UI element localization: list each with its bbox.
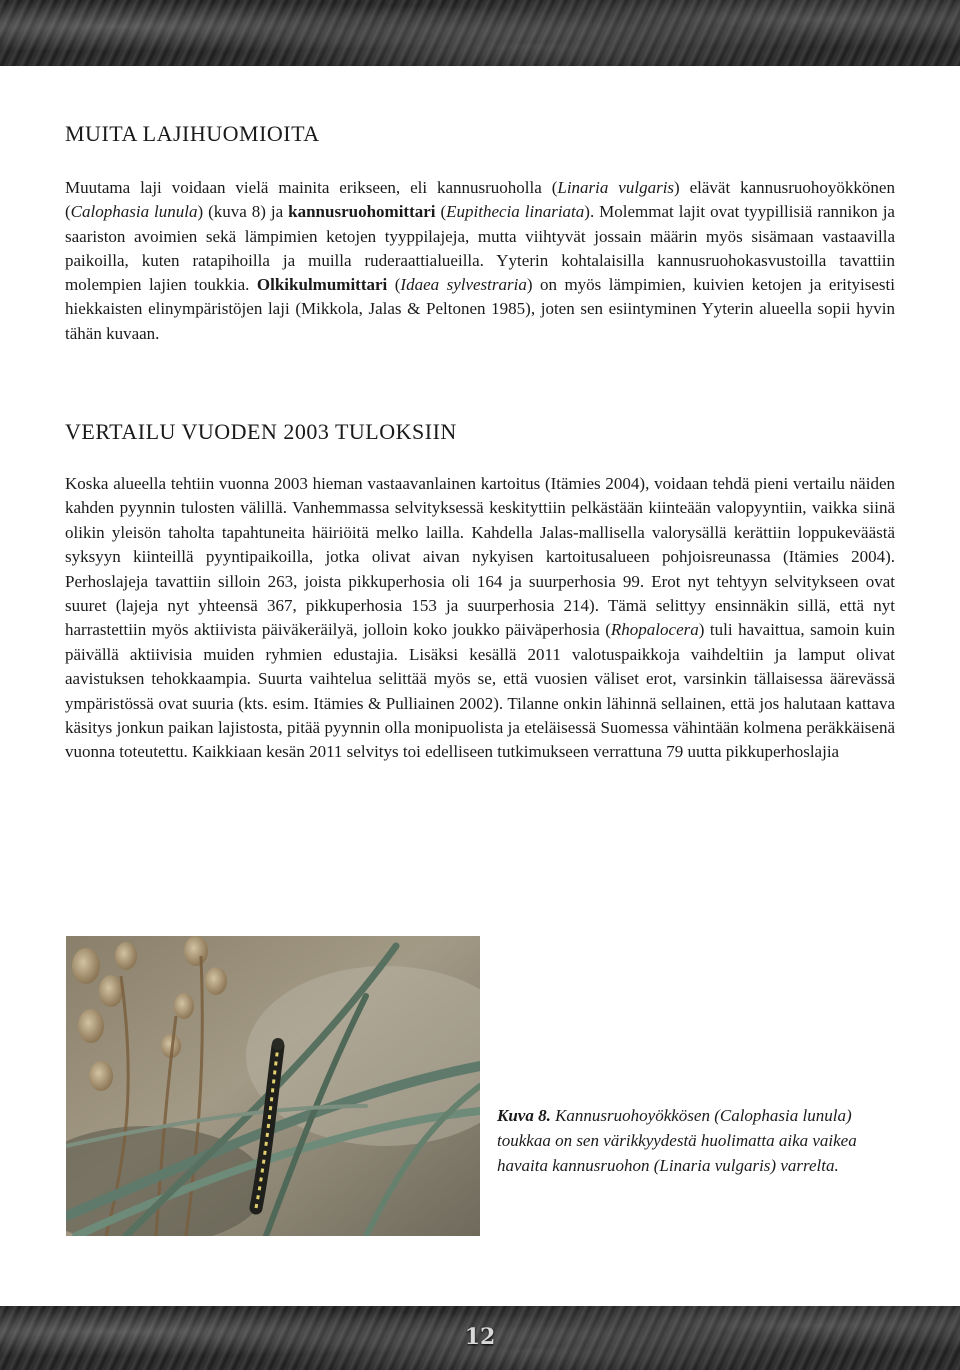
section-heading-vertailu: VERTAILU VUODEN 2003 TULOKSIIN (65, 419, 457, 444)
paragraph-muita-lajihuomioita: Muutama laji voidaan vielä mainita erikseen, eli kannusruoholla (Linaria vulgaris) elävät kannusruohoyökkönen (Calophasia lunula) (kuva 8) ja kannusruohomittari (Eupithecia linariata). Molemmat lajit ovat tyypillisiä rannikon ja saariston avoimien sekä lämpimien ketojen tyyppilajeja, mutta viihtyvät jossain määrin myös sisämaan vastaavilla paikoilla, kuten ratapihoilla ja muilla ruderaattialueilla. Yyterin kohtalaisilla kannusruohokasvustoilla tavattiin molempien lajien toukkia. Olkikulmumittari (Idaea sylvestraria) on myös lämpimien, kuivien ketojen ja erityisesti hiekkaisten elinympäristöjen laji (Mikkola, Jalas & Peltonen 1985), joten sen esiintyminen Yyterin alueella sopii hyvin tähän kuvaan. (65, 178, 895, 343)
paragraph-vertailu: Koska alueella tehtiin vuonna 2003 hieman vastaavanlainen kartoitus (Itämies 2004), voidaan tehdä pieni vertailu näiden kahden pyynnin tulosten välillä. Vanhemmassa selvityksessä keskityttiin pelkästään kiinteään valopyyntiin, vaikka siinä olikin yleisön taholta tapahtuneita häiriöitä melko lailla. Kahdella Jalas-mallisella valorysällä kerättiin loppukeväästä syksyyn kiinteillä pyyntipaikoilla, jotka olivat aivan nykyisen kartoitusalueen pohjoisreunassa (Itämies 2004). Perhoslajeja tavattiin silloin 263, joista pikkuperhosia oli 164 ja suurperhosia 99. Erot nyt tehtyyn selvitykseen ovat suuret (lajeja nyt yhteensä 367, pikkuperhosia 153 ja suurperhosia 214). Tämä selittyy ensinnäkin sillä, että nyt harrastettiin myös aktiivista päiväkeräilyä, jolloin koko joukko päiväperhosia (Rhopalocera) tuli havaittua, samoin kuin päivällä aktiivisia muiden ryhmien edustajia. Lisäksi kesällä 2011 valotuspaikkoja vaihdeltiin ja lamput olivat aavistuksen tehokkaampia. Suurta vaihtelua selittää myös se, että vuosien väliset erot, varsinkin tällaisessa äärevässä ympäristössä ovat suuria (kts. esim. Itämies & Pulliainen 2002). Tilanne onkin lähinnä sellainen, että jos halutaan kattava käsitys jonkun paikan lajistosta, pitää pyynnin olla monipuolista ja eteläisessä Suomessa vähintään kolmena peräkkäisenä vuonna toteutettu. Kaikkiaan kesän 2011 selvitys toi edelliseen tutkimukseen verrattuna 79 uutta pikkuperhoslajia (65, 474, 896, 762)
figure-label: Kuva 8. (497, 1106, 551, 1125)
header-stone-band (0, 0, 960, 66)
caterpillar-photo (66, 936, 480, 1236)
page-number: 12 (464, 1324, 496, 1350)
section-heading-muita-lajihuomioita: MUITA LAJIHUOMIOITA (65, 121, 320, 146)
figure-caption: Kuva 8. Kannusruohoyökkösen (Calophasia lunula) toukkaa on sen värikkyydestä huolimatta aika vaikea havaita kannusruohon (Linaria vulgaris) varrelta. (497, 1106, 857, 1175)
